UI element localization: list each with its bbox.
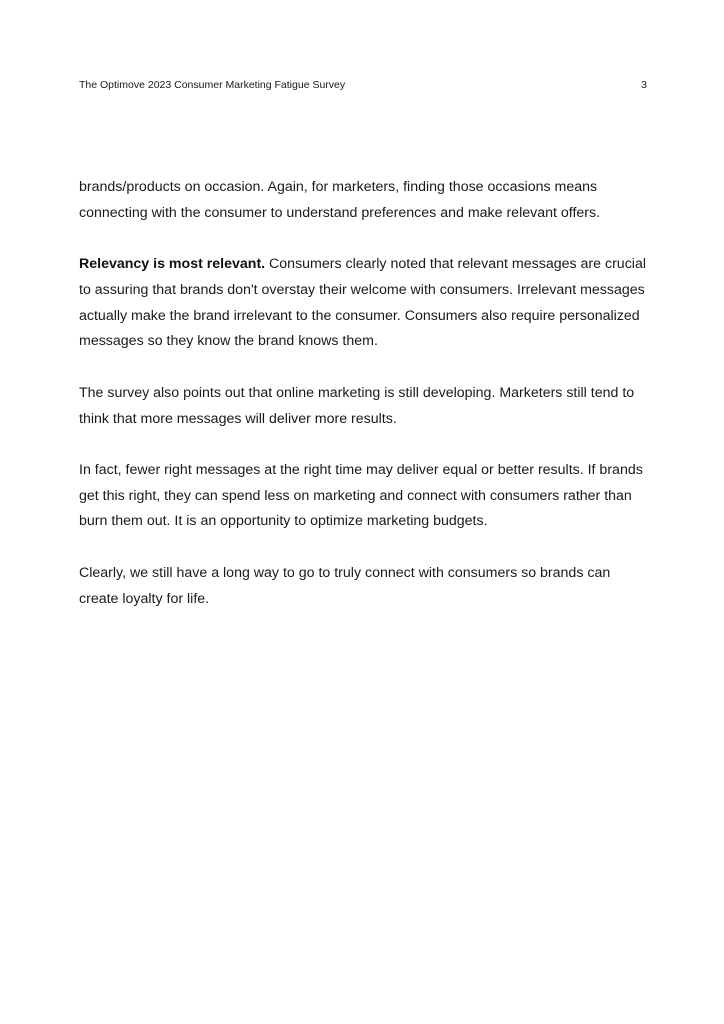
paragraph-5: Clearly, we still have a long way to go to truly connect with consumers so brands can create loyalty for life. <box>79 564 611 607</box>
paragraph-4: In fact, fewer right messages at the right time may deliver equal or better results. If brands get this right, they can spend less on marketing and connect with consumers rather than burn them out. It is an opportunity to optimize marketing budgets. <box>79 461 643 530</box>
paragraph-3: The survey also points out that online marketing is still developing. Marketers still tend to think that more messages will deliver more results. <box>79 384 635 427</box>
paragraph-2-text: Consumers clearly noted that relevant messages are crucial to assuring that brands don't overstay their welcome with consumers. Irrelevant messages actually make the brand irrelevant to the consumer. Consumers also require personalized messages so they know the brand knows them. <box>79 256 646 350</box>
body-text <box>79 175 647 638</box>
paragraph-2 <box>79 252 647 355</box>
running-header <box>79 77 647 93</box>
paragraph-2-lead: Relevancy is most relevant. <box>79 256 266 273</box>
page-number: 3 <box>641 79 647 91</box>
paragraph-1: brands/products on occasion. Again, for marketers, finding those occasions means connecting with the consumer to understand preferences and make relevant offers. <box>79 179 601 221</box>
document-title: The Optimove 2023 Consumer Marketing Fatigue Survey <box>79 79 346 91</box>
